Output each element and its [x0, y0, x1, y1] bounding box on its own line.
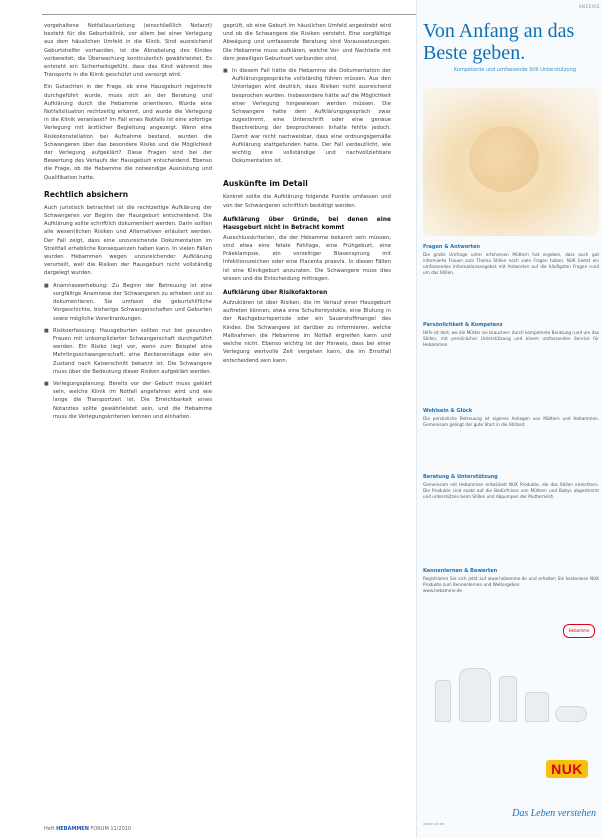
ad-section — [423, 408, 599, 428]
paragraph: Ausschlusskriterien, die der Hebamme bekannt sein müssen, sind etwa eine fetale Fehllage, eine Frühgeburt, eine Präeklampsie, ein vorzeitiger Blasensprung mit Infektionszeichen oder eine Placenta praevia. In diesen Fällen ist eine Klinikgeburt anzuraten. Die Schwangere muss dies wissen und die Entscheidung mittragen. — [223, 234, 391, 282]
ad-section-title: Kennenlernen & Bewerten — [423, 568, 498, 574]
brand-tagline: Das Leben verstehen — [512, 808, 596, 819]
paragraph: vorgehaltene Notfallausrüstung (einschließlich Notarzt) besteht für die Geburtsklinik, vor allem bei einer Verlegung aus dem häuslichen Umfeld in die Klinik. Sind ausreichend Geburtshelfer vorhanden, ist die Abnabelung des Kindes vorbereitet, die Überwachung kontinuierlich gewährleistet. Es entsteht ein Sicherheitsgefühl, dass das Kind während des Transports in die Klinik geschützt und versorgt wird. — [44, 23, 212, 79]
hebamme-badge: Hebamme — [563, 624, 595, 638]
container-icon — [525, 692, 549, 722]
ad-section — [423, 474, 599, 500]
ad-label: ANZEIGE — [578, 4, 600, 9]
footer-brand: HEBAMMEN — [56, 826, 89, 832]
footer-issue: FORUM 11/2010 — [88, 826, 132, 832]
ad-section-text: Die persönliche Betreuung ist eigenes Anliegen von Müttern und Hebammen. Gemeinsam gelingt der gute Start in die Stillzeit. — [423, 416, 599, 427]
footer-text: Heft — [44, 826, 57, 832]
section-heading: Auskünfte im Detail — [223, 179, 308, 189]
paragraph: Aufzuklären ist über Risiken, die im Verlauf einer Hausgeburt auftreten können, etwa eine Schulterdystokie, eine Blutung in der Nachgeburtsperiode oder ein Sauerstoffmangel des Kindes. Die Schwangere ist darüber zu informieren, welche Maßnahmen die Hebamme im Notfall ergreifen kann und welche nicht. Ebenso wichtig ist der Hinweis, dass bei einer Verlegung wertvolle Zeit vergehen kann, die im Ernstfall entscheidend sein kann. — [223, 300, 391, 364]
ad-section — [423, 568, 599, 594]
ad-section-text: Hilfe ist dort, wo die Mütter sie brauchen: durch kompetente Beratung rund um das Stillen, mit persönlicher Unterstützung und einem umfassenden Service für Hebammen. — [423, 330, 599, 347]
ad-section-title: Wohlsein & Glück — [423, 408, 473, 414]
subheading: Aufklärung über Risikofaktoren — [223, 290, 328, 297]
ad-subheadline: Kompetente und umfassende Still-Unterstützung — [453, 67, 577, 73]
nuk-logo: NUK — [546, 760, 588, 778]
paragraph: geprüft, ob eine Geburt im häuslichen Umfeld angestrebt wird und ob die Schwangere die Risiken versteht. Eine sorgfältige Abwägung und umfassende Beratung sind Voraussetzungen. Die Hebamme muss aufklären, welche Vor- und Nachteile mit dem jeweiligen Geburtsort verbunden sind. — [223, 23, 391, 62]
ad-section-title: Persönlichkeit & Kompetenz — [423, 322, 503, 328]
page-footer — [44, 826, 131, 832]
ad-section-text: Die große Umfrage unter erfahrenen Müttern hat ergeben, dass auch gut informierte Frauen zum Thema Stillen noch viele Fragen haben. NUK bietet ein umfassendes Informationsangebot mit Antworten auf die häufigsten Fragen rund um das Stillen. — [423, 252, 599, 275]
ad-section-text: Registrieren Sie sich jetzt auf www.hebamme.de und erhalten Sie kostenlose NUK Produkte zum Kennenlernen und Weitergeben. — [423, 576, 599, 587]
header-rule — [42, 14, 417, 15]
subheading: Aufklärung über Gründe, bei denen eine Hausgeburt nicht in Betracht kommt — [223, 216, 391, 231]
product-images — [429, 662, 594, 722]
ad-headline: Von Anfang an das Beste geben. — [423, 20, 575, 64]
breast-pump-icon — [459, 668, 491, 722]
section-heading: Rechtlich absichern — [44, 189, 129, 199]
pad-icon — [555, 706, 587, 722]
advertisement — [416, 0, 603, 838]
ad-section — [423, 322, 599, 348]
bottle-icon — [435, 680, 451, 722]
ad-section-title: Beratung & Unterstützung — [423, 474, 498, 480]
baby-image — [469, 126, 539, 192]
paragraph: Auch juristisch betrachtet ist die rechtzeitige Aufklärung der Schwangeren vor Beginn der Hausgeburt entscheidend. Die Aufklärung sollte schriftlich dokumentiert werden. Darin sollten alle wesentlichen Risiken und Alternativen erläutert werden. Der Fall zeigt, dass eine unzureichende Dokumentation im Streitfall erhebliche Konsequenzen haben kann. In vielen Fällen wurden Hebammen wegen unzureichender Aufklärung verurteilt, weil die Risiken der Hausgeburt nicht vollständig dargelegt wurden. — [44, 204, 212, 277]
ad-section-title: Fragen & Antworten — [423, 244, 480, 250]
list-item: ■ Verlegungsplanung: Bereits vor der Geburt muss geklärt sein, welche Klinik im Notfall angefahren wird und wie lange die Transportzeit ist. Die Erreichbarkeit eines Notarztes sollte gewährleistet sein, und die Hebamme muss die Verlegungskriterien kennen und einhalten. — [44, 380, 212, 421]
ad-section — [423, 244, 599, 276]
ad-footnote: www.nuk.de — [423, 822, 445, 826]
ad-link[interactable]: www.hebamme.de — [423, 588, 462, 593]
paragraph: Konkret sollte die Aufklärung folgende Punkte umfassen und von der Schwangeren schriftlich bestätigt werden. — [223, 194, 391, 209]
ad-photo — [423, 88, 599, 236]
paragraph: Ein Gutachten in der Frage, ob eine Hausgeburt regelrecht durchgeführt wurde, muss sich an der Beratung und Aufklärung durch die Hebamme orientieren. Wurde eine Notfallsituation rechtzeitig erkannt, und wurde die Verlegung in die Klinik veranlasst? Im Fall eines Notfalls ist eine sofortige Verlegung mit ärztlicher Begleitung angezeigt. Wenn eine Risikokonstellation bei Aufnahme bestand, wurden die Schwangeren über das besondere Risiko und die Möglichkeit der Verlegung aufgeklärt? Diese Fragen sind bei der Bewertung des Verlaufs der Hausgeburt entscheidend. Ebenso die Frage, ob die Hebamme die notwendige Ausrüstung und Qualifikation hatte. — [44, 84, 212, 181]
list-item: ■ In diesem Fall hätte die Hebamme die Dokumentation der Aufklärungsgespräche vollständig führen müssen. Aus den Unterlagen wird deutlich, dass Risiken nicht ausreichend besprochen wurden. Insbesondere hätte auf die Möglichkeit einer Verlegung hingewiesen werden müssen. Die Schwangere hatte dem Aufklärungsgespräch zwar zugestimmt, eine Unterschrift oder eine genaue Beschreibung der besprochenen Inhalte fehlte jedoch. Damit war nicht nachweisbar, dass eine ordnungsgemäße Aufklärung stattgefunden hatte. Der Fall verdeutlicht, wie wichtig eine vollständige und nachvollziehbare Dokumentation ist. — [223, 67, 391, 165]
ad-section-text: Gemeinsam mit Hebammen entwickelt NUK Produkte, die das Stillen erleichtern. Die Produkte sind exakt auf die Bedürfnisse von Müttern und Babys abgestimmt und unterstützen beim Stillen und Abpumpen der Muttermilch. — [423, 482, 599, 499]
list-item: ■ Risikoerfassung: Hausgeburten sollten nur bei gesunden Frauen mit unkomplizierter Schwangerschaft durchgeführt werden. Ein Risiko liegt vor, wenn zum Beispiel eine Mehrlingsschwangerschaft, eine Beckenendlage oder ein Zustand nach Kaiserschnitt bekannt ist. Die Schwangere muss über die Bedeutung dieser Risiken aufgeklärt werden. — [44, 327, 212, 376]
article-column-right — [223, 22, 391, 369]
list-item: ■ Anamneseerhebung: Zu Beginn der Betreuung ist eine sorgfältige Anamnese der Schwangeren zu erheben und zu dokumentieren. Sie umfasst die geburtshilfliche Vorgeschichte, bisherige Schwangerschaften und Geburten sowie mögliche Vorerkrankungen. — [44, 282, 212, 323]
bottle-icon — [499, 676, 517, 722]
article-column-left — [44, 22, 212, 425]
